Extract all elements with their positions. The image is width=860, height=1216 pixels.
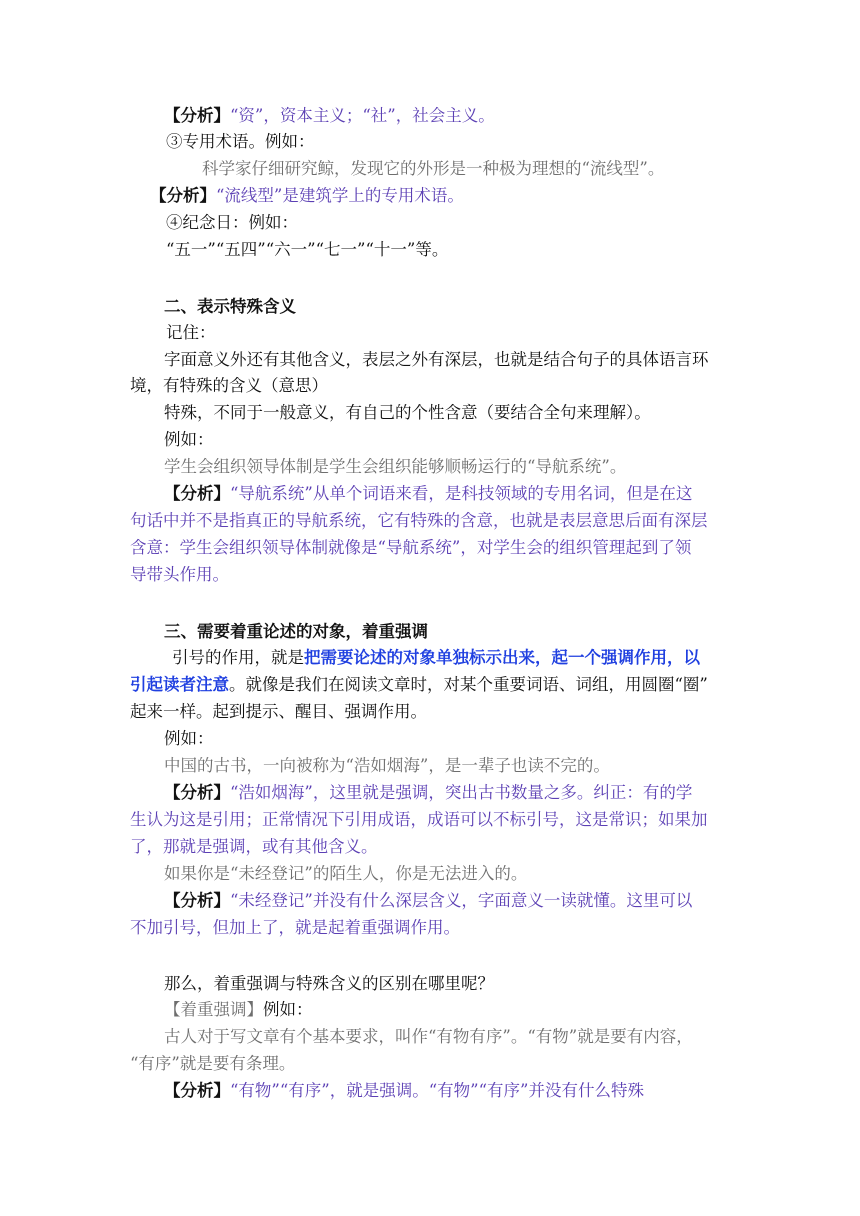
analysis-text: 生认为这是引用；正常情况下引用成语，成语可以不标引号，这是常识；如果加	[130, 810, 708, 829]
example-sentence: 中国的古书，一向被称为“浩如烟海”，是一辈子也读不完的。	[164, 756, 610, 775]
item-commemoration-day: ④纪念日：例如：	[166, 213, 298, 232]
analysis-line	[164, 1079, 644, 1103]
paragraph-text: 引号的作用，就是	[172, 648, 304, 667]
analysis-line	[164, 781, 692, 805]
paragraph-line: 例如：	[164, 729, 214, 748]
paragraph-line: 境，有特殊的含义（意思）	[130, 376, 328, 395]
example-sentence: 古人对于写文章有个基本要求，叫作“有物有序”。“有物”就是要有内容，	[164, 1027, 693, 1046]
paragraph-line: 记住：	[166, 323, 216, 342]
paragraph-line: 那么，着重强调与特殊含义的区别在哪里呢？	[164, 974, 494, 993]
analysis-text: “资”，资本主义；“社”，社会主义。	[230, 106, 495, 125]
example-sentence: “有序”就是要有条理。	[130, 1054, 296, 1073]
paragraph-line	[172, 646, 700, 670]
example-sentence: “五一”“五四”“六一”“七一”“十一”等。	[166, 240, 449, 259]
analysis-line	[150, 184, 464, 208]
analysis-text: “浩如烟海”，这里就是强调，突出古书数量之多。纠正：有的学	[230, 783, 693, 802]
section-heading: 二、表示特殊含义	[164, 297, 296, 316]
analysis-tag: 【分析】	[164, 484, 230, 503]
emphasis-text: 引起读者注意	[130, 675, 229, 694]
analysis-line	[164, 104, 495, 128]
analysis-text: “流线型”是建筑学上的专用术语。	[216, 186, 464, 205]
analysis-text: “有物”“有序”，就是强调。“有物”“有序”并没有什么特殊	[230, 1081, 644, 1100]
analysis-line	[164, 482, 692, 506]
analysis-text: “导航系统”从单个词语来看，是科技领域的专用名词，但是在这	[230, 484, 693, 503]
paragraph-line	[164, 998, 313, 1022]
example-sentence: 如果你是“未经登记”的陌生人，你是无法进入的。	[164, 864, 528, 883]
analysis-text: 导带头作用。	[130, 565, 229, 584]
paragraph-line: 字面意义外还有其他含义，表层之外有深层，也就是结合句子的具体语言环	[164, 350, 709, 369]
paragraph-line	[130, 673, 708, 697]
analysis-tag: 【分析】	[164, 106, 230, 125]
emphasis-text: 把需要论述的对象单独标示出来，起一个强调作用，以	[304, 648, 700, 667]
paragraph-line: 起来一样。起到提示、醒目、强调作用。	[130, 702, 427, 721]
label-emphasis: 【着重强调】	[164, 1000, 263, 1019]
analysis-text: 句话中并不是指真正的导航系统，它有特殊的含意，也就是表层意思后面有深层	[130, 511, 708, 530]
item-special-term: ③专用术语。例如：	[166, 132, 315, 151]
analysis-text: “未经登记”并没有什么深层含义，字面意义一读就懂。这里可以	[230, 891, 693, 910]
paragraph-text: 。就像是我们在阅读文章时，对某个重要词语、词组，用圆圈“圈”	[229, 675, 708, 694]
analysis-tag: 【分析】	[150, 186, 216, 205]
analysis-text: 含意：学生会组织领导体制就像是“导航系统”，对学生会的组织管理起到了领	[130, 538, 692, 557]
analysis-tag: 【分析】	[164, 783, 230, 802]
paragraph-line: 例如：	[164, 430, 214, 449]
analysis-line	[164, 889, 692, 913]
analysis-tag: 【分析】	[164, 891, 230, 910]
example-sentence: 学生会组织领导体制是学生会组织能够顺畅运行的“导航系统”。	[164, 457, 627, 476]
analysis-tag: 【分析】	[164, 1081, 230, 1100]
paragraph-text: 例如：	[263, 1000, 313, 1019]
paragraph-line: 特殊，不同于一般意义，有自己的个性含意（要结合全句来理解）。	[164, 403, 651, 422]
analysis-text: 不加引号，但加上了，就是起着重强调作用。	[130, 918, 460, 937]
section-heading: 三、需要着重论述的对象，着重强调	[164, 622, 428, 641]
analysis-text: 了，那就是强调，或有其他含义。	[130, 837, 378, 856]
example-sentence: 科学家仔细研究鲸，发现它的外形是一种极为理想的“流线型”。	[202, 159, 665, 178]
